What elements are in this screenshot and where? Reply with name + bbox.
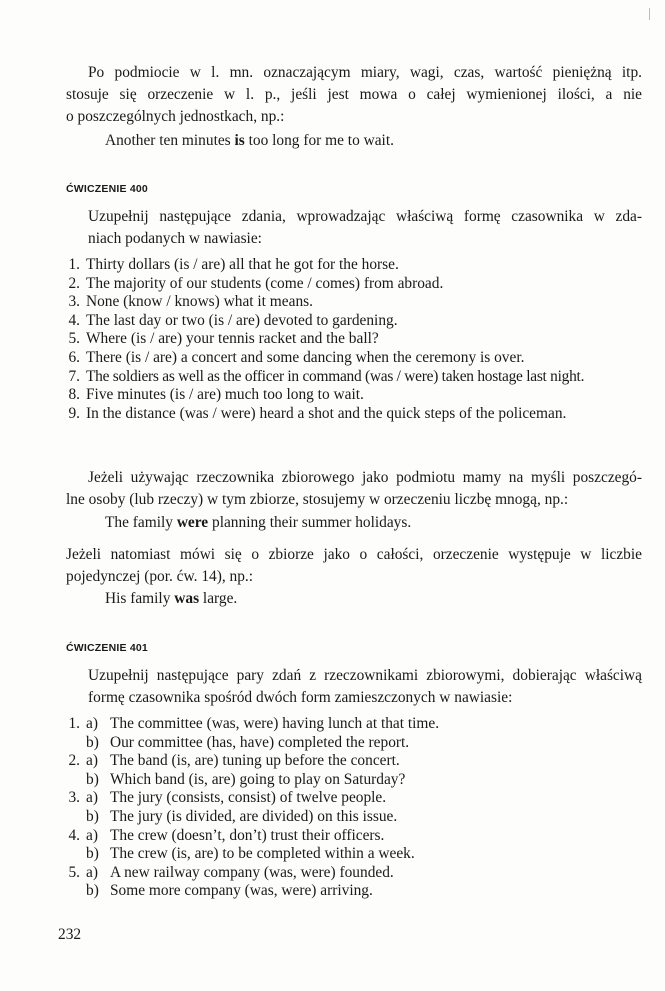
rule-1-paragraph — [66, 62, 642, 128]
item-text: Thirty dollars (is / are) all that he got for the horse. — [86, 256, 399, 273]
item-number — [56, 882, 86, 901]
item-number: 4. — [68, 311, 80, 329]
list-item — [56, 808, 646, 827]
exercise-400-heading: ĆWICZENIE 400 — [66, 183, 148, 195]
list-item — [56, 882, 646, 901]
instruction-line-1: Uzupełnij następujące zdania, wprowadzając właściwą formę czasownika w zda- — [88, 208, 642, 225]
item-text: The last day or two (is / are) devoted to gardening. — [86, 311, 398, 329]
item-number — [56, 734, 86, 753]
item-text: The soldiers as well as the officer in command (was / were) taken hostage last night. — [86, 367, 585, 385]
item-text: The committee (was, were) having lunch at that time. — [110, 715, 440, 732]
item-text: None (know / knows) what it means. — [86, 293, 313, 311]
example-text: planning their summer holidays. — [208, 514, 412, 531]
item-sub-label: b) — [86, 770, 99, 788]
item-number: 3. — [68, 293, 80, 311]
exercise-400-instruction — [66, 206, 642, 250]
instruction-line-2: niach podanych w nawiasie: — [88, 230, 262, 247]
list-item — [56, 752, 646, 771]
example-text: The family — [105, 514, 177, 531]
item-sub-label: b) — [86, 845, 99, 863]
exercise-401-heading: ĆWICZENIE 401 — [66, 642, 148, 654]
item-number — [56, 845, 86, 864]
list-item — [56, 368, 646, 387]
item-number: 5. — [68, 863, 80, 881]
item-sub-label: b) — [86, 807, 99, 825]
page-number: 232 — [58, 926, 82, 943]
page-edge-mark — [649, 8, 650, 20]
list-item — [56, 405, 646, 424]
rule-2-paragraph — [66, 467, 642, 511]
item-sub-label: b) — [86, 733, 99, 751]
list-item — [56, 312, 646, 331]
item-number: 3. — [68, 789, 80, 807]
item-text: There (is / are) a concert and some dancing when the ceremony is over. — [86, 348, 525, 366]
example-text: large. — [199, 590, 238, 607]
item-number — [56, 771, 86, 790]
instruction-line-2: formę czasownika spośród dwóch form zamieszczonych w nawiasie: — [88, 689, 513, 706]
rule-2-line-1: Jeżeli używając rzeczownika zbiorowego jako podmiotu mamy na myśli poszczegó- — [88, 469, 642, 486]
list-item — [56, 864, 646, 883]
item-text: Where (is / are) your tennis racket and the ball? — [86, 330, 379, 348]
item-text: Five minutes (is / are) much too long to wait. — [86, 386, 364, 404]
item-sub-label: b) — [86, 882, 99, 900]
rule-2-line-2: lne osoby (lub rzeczy) w tym zbiorze, stosujemy w orzeczeniu liczbę mnogą, np.: — [66, 491, 569, 508]
list-item — [56, 330, 646, 349]
list-item — [56, 293, 646, 312]
example-text: Another ten minutes — [105, 132, 235, 149]
item-number: 9. — [68, 404, 80, 422]
item-text: The jury (is divided, are divided) on this issue. — [110, 807, 398, 825]
list-item — [56, 275, 646, 294]
example-verb: is — [234, 132, 245, 149]
exercise-400-list — [56, 256, 646, 423]
item-text: The crew (doesn’t, don’t) trust their officers. — [110, 826, 385, 844]
item-sub-label: a) — [86, 826, 98, 844]
item-text: Which band (is, are) going to play on Saturday? — [110, 770, 406, 788]
rule-1-line-1: Po podmiocie w l. mn. oznaczającym miary, wagi, czas, wartość pieniężną itp. — [88, 64, 642, 81]
list-item — [56, 256, 646, 275]
list-item — [56, 734, 646, 753]
item-text: Some more company (was, were) arriving. — [110, 882, 373, 900]
item-number: 5. — [68, 330, 80, 348]
item-number: 1. — [68, 256, 80, 273]
item-text: The majority of our students (come / comes) from abroad. — [86, 274, 444, 292]
example-verb: was — [174, 590, 200, 607]
item-number: 2. — [68, 274, 80, 292]
list-item — [56, 827, 646, 846]
example-verb: were — [176, 514, 209, 531]
item-text: The jury (consists, consist) of twelve people. — [110, 789, 387, 807]
item-number — [56, 808, 86, 827]
exercise-401-list — [56, 715, 646, 901]
item-sub-label: a) — [86, 789, 98, 807]
item-text: The crew (is, are) to be completed within a week. — [110, 845, 415, 863]
rule-1-line-3: o poszczególnych jednostkach, np.: — [66, 108, 285, 125]
item-text: In the distance (was / were) heard a shot and the quick steps of the policeman. — [86, 404, 567, 422]
item-text: A new railway company (was, were) founded. — [110, 863, 394, 881]
exercise-401-instruction — [66, 665, 642, 709]
item-number: 4. — [68, 826, 80, 844]
item-number: 1. — [68, 715, 80, 732]
rule-1-example — [105, 131, 394, 151]
item-number: 7. — [68, 367, 80, 385]
rule-3-line-2: pojedynczej (por. ćw. 14), np.: — [66, 568, 254, 585]
item-sub-label: a) — [86, 863, 98, 881]
list-item — [56, 715, 646, 734]
rule-2-example — [105, 513, 411, 533]
list-item — [56, 386, 646, 405]
rule-1-line-2: stosuje się orzeczenie w l. p., jeśli jest mowa o całej wymienionej ilości, a nie — [66, 86, 642, 103]
item-number: 8. — [68, 386, 80, 404]
example-text: too long for me to wait. — [244, 132, 394, 149]
item-sub-label: a) — [86, 752, 98, 770]
list-item — [56, 771, 646, 790]
rule-3-line-1: Jeżeli natomiast mówi się o zbiorze jako o całości, orzeczenie występuje w liczbie — [66, 546, 642, 563]
item-number: 6. — [68, 348, 80, 366]
example-text: His family — [105, 590, 175, 607]
item-text: The band (is, are) tuning up before the concert. — [110, 752, 400, 770]
item-text: Our committee (has, have) completed the report. — [110, 733, 410, 751]
rule-3-paragraph — [66, 544, 642, 588]
list-item — [56, 845, 646, 864]
rule-3-example — [105, 589, 237, 609]
list-item — [56, 349, 646, 368]
list-item — [56, 789, 646, 808]
item-sub-label: a) — [86, 715, 98, 732]
item-number: 2. — [68, 752, 80, 770]
instruction-line-1: Uzupełnij następujące pary zdań z rzeczownikami zbiorowymi, dobierając właściwą — [88, 667, 642, 684]
